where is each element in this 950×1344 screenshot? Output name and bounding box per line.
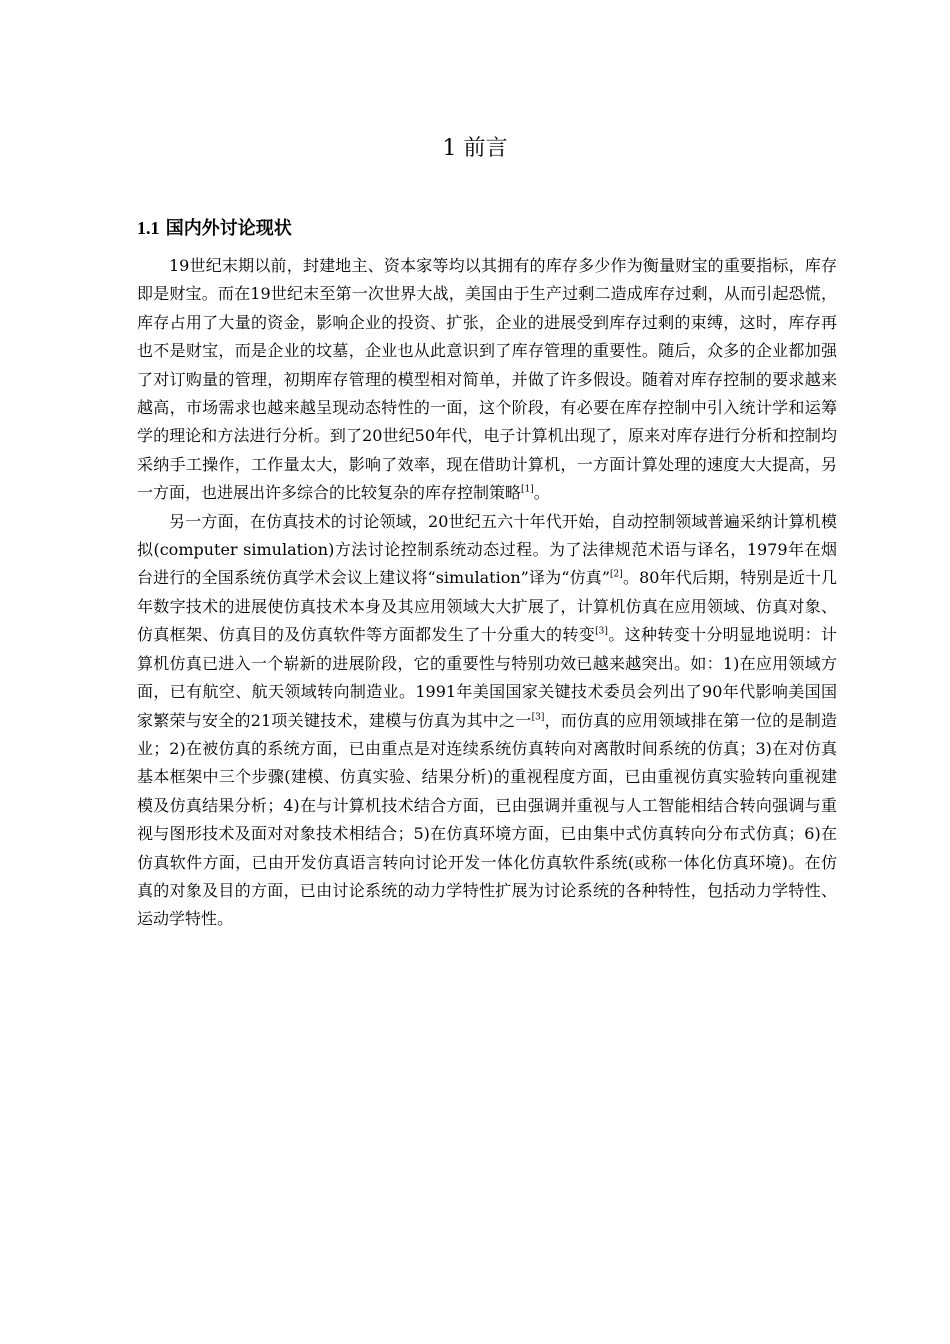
citation-2: [2]: [610, 570, 623, 581]
paragraph-2-text-a: 另一方面，在仿真技术的讨论领域，20世纪五六十年代开始，自动控制领域普遍采纳计算机模拟(computer simulation)方法讨论控制系统动态过程。为了法律规范术语与译名，1979年在烟台进行的全国系统仿真学术会议上建议将“simulation”译为“仿真”: [137, 511, 837, 588]
body-text: [137, 252, 837, 934]
chapter-title-text: 1 前言: [442, 136, 508, 161]
citation-3: [3]: [595, 626, 608, 637]
paragraph-1: [137, 252, 837, 508]
paragraph-1-end: 。: [533, 483, 550, 503]
section-heading: [137, 213, 292, 244]
section-number: 1.1: [137, 218, 160, 238]
paragraph-1-text: 19世纪末期以前，封建地主、资本家等均以其拥有的库存多少作为衡量财宝的重要指标，库存即是财宝。而在19世纪末至第一次世界大战，美国由于生产过剩二造成库存过剩，从而引起恐慌，库存占用了大量的资金，影响企业的投资、扩张，企业的进展受到库存过剩的束缚，这时，库存再也不是财宝，而是企业的坟墓，企业也从此意识到了库存管理的重要性。随后，众多的企业都加强了对订购量的管理，初期库存管理的模型相对简单，并做了许多假设。随着对库存控制的要求越来越高，市场需求也越来越呈现动态特性的一面，这个阶段，有必要在库存控制中引入统计学和运筹学的理论和方法进行分析。到了20世纪50年代，电子计算机出现了，原来对库存进行分析和控制均采纳手工操作，工作量太大，影响了效率，现在借助计算机，一方面计算处理的速度大大提高，另一方面，也进展出许多综合的比较复杂的库存控制策略: [137, 256, 837, 503]
paragraph-2-text-b: 。80年代后期，特别是近十几年数字技术的进展使仿真技术本身及其应用领域大大扩展了，计算机仿真在应用领域、仿真对象、仿真框架、仿真目的及仿真软件等方面都发生了十分重大的转变: [137, 568, 837, 645]
paragraph-2-text-c: 。这种转变十分明显地说明：计算机仿真已进入一个崭新的进展阶段，它的重要性与特别功效已越来越突出。如：1)在应用领域方面，已有航空、航天领域转向制造业。1991年美国国家关键技术委员会列出了90年代影响美国国家繁荣与安全的21项关键技术，建模与仿真为其中之一: [137, 625, 837, 730]
section-title-text: 国内外讨论现状: [165, 218, 292, 239]
paragraph-2-text-d: ，而仿真的应用领域排在第一位的是制造业；2)在被仿真的系统方面，已由重点是对连续系统仿真转向对离散时间系统的仿真；3)在对仿真基本框架中三个步骤(建模、仿真实验、结果分析)的重视程度方面，已由重视仿真实验转向重视建模及仿真结果分析；4)在与计算机技术结合方面，已由强调并重视与人工智能相结合转向强调与重视与图形技术及面对对象技术相结合；5)在仿真环境方面，已由集中式仿真转向分布式仿真；6)在仿真软件方面，已由开发仿真语言转向讨论开发一体化仿真软件系统(或称一体化仿真环境)。在仿真的对象及目的方面，已由讨论系统的动力学特性扩展为讨论系统的各种特性，包括动力学特性、运动学特性。: [137, 710, 837, 929]
citation-3b: [3]: [531, 712, 545, 723]
paragraph-2: [137, 508, 837, 934]
chapter-title: [0, 133, 950, 165]
citation-1: [1]: [521, 484, 534, 495]
